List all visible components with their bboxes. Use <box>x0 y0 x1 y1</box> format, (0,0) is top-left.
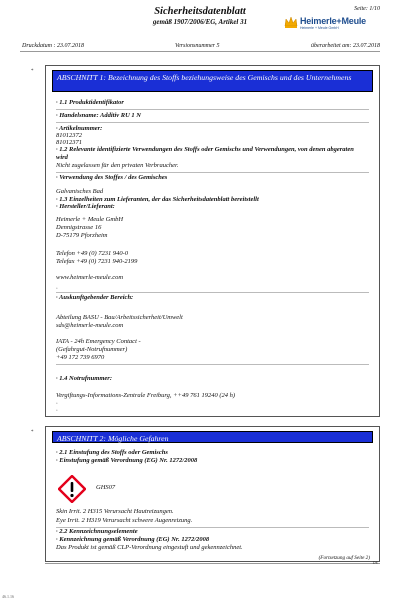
logo-crown-icon <box>284 15 298 29</box>
manufacturer-label: · Hersteller/Lieferant: <box>56 203 115 210</box>
emergency-contact-note: (Gefahrgut-Notrufnummer) <box>56 346 128 353</box>
language-code: DE <box>372 560 378 565</box>
page-number: Seite: 1/10 <box>354 6 380 12</box>
hazard-statement: Eye Irrit. 2 H319 Verursacht schwere Augenreizung. <box>56 517 193 524</box>
revision-marker: * <box>31 69 34 74</box>
department-email[interactable]: sds@heimerle-meule.com <box>56 322 124 329</box>
logo-text: Heimerle+Meule <box>300 16 366 26</box>
hazard-statement: Skin Irrit. 2 H315 Verursacht Hautreizungen. <box>56 508 174 515</box>
poison-center: Vergiftungs-Informations-Zentrale Freiburg, ++49 761 19240 (24 h) <box>56 392 236 399</box>
supplier-details-label: · 1.3 Einzelheiten zum Lieferanten, der das Sicherheitsdatenblatt bereitstellt <box>56 196 259 203</box>
label-elements-label: · 2.2 Kennzeichnungselemente <box>56 528 138 535</box>
divider <box>56 172 369 173</box>
header-divider <box>20 51 380 52</box>
department-name: Abteilung BASU - Bau/Arbeitssicherheit/Umwelt <box>56 314 183 321</box>
footer-divider <box>45 563 380 564</box>
company-city: D-75179 Pforzheim <box>56 232 108 239</box>
company-phone: Telefon +49 (0) 7231 940-0 <box>56 250 129 257</box>
use-value: Galvanisches Bad <box>56 188 104 195</box>
relevant-uses-label: · 1.2 Relevante identifizierte Verwendungen des Stoffs oder Gemischs und Verwendungen, von denen abgeraten wird <box>56 146 354 161</box>
use-label: · Verwendung des Stoffes / des Gemisches <box>56 174 168 181</box>
divider <box>56 122 369 123</box>
emergency-contact: IATA - 24h Emergency Contact - <box>56 338 141 345</box>
divider <box>56 292 369 293</box>
document-subtitle: gemäß 1907/2006/EG, Artikel 31 <box>152 18 248 26</box>
section-2 <box>45 426 380 562</box>
article-number: 81012372 <box>56 132 82 139</box>
company-name: Heimerle + Meule GmbH <box>56 216 124 223</box>
emergency-phone: +49 172 739 6970 <box>56 354 105 361</box>
article-number: 81012371 <box>56 139 82 146</box>
clp-statement: Das Produkt ist gemäß CLP-Verordnung eingestuft und gekennzeichnet. <box>56 544 243 551</box>
bullet-line: · <box>56 407 58 414</box>
company-logo <box>284 15 380 31</box>
divider <box>56 109 369 110</box>
not-for-consumers: Nicht zugelassen für den privaten Verbraucher. <box>56 162 179 169</box>
divider <box>56 364 369 365</box>
bullet-line: · <box>56 285 58 292</box>
labelling-regulation: · Kennzeichnung gemäß Verordnung (EG) Nr. 1272/2008 <box>56 536 210 543</box>
document-code: 46.1.16 <box>2 594 14 599</box>
company-street: Dennigstrasse 16 <box>56 224 102 231</box>
version-number: Versionsnummer 5 <box>175 43 220 49</box>
document-title: Sicherheitsdatenblatt <box>154 6 246 17</box>
section-1-heading: ABSCHNITT 1: Bezeichnung des Stoffs beziehungsweise des Gemischs und des Unternehmens <box>52 70 373 92</box>
continuation-note: (Fortsetzung auf Seite 2) <box>318 555 370 561</box>
company-website[interactable]: www.heimerle-meule.com <box>56 274 124 281</box>
logo-tagline: Heimerle + Meule GmbH <box>300 26 339 30</box>
revision-date: überarbeitet am: 23.07.2018 <box>311 43 380 49</box>
document-header <box>0 0 400 50</box>
emergency-number-label: · 1.4 Notrufnummer: <box>56 375 112 382</box>
article-number-label: · Artikelnummer: <box>56 125 103 132</box>
classification-regulation: · Einstufung gemäß Verordnung (EG) Nr. 1272/2008 <box>56 457 198 464</box>
section-2-heading: ABSCHNITT 2: Mögliche Gefahren <box>52 431 373 443</box>
ghs-code: GHS07 <box>96 484 116 491</box>
bullet-line: · <box>56 400 58 407</box>
company-fax: Telefax +49 (0) 7231 940-2199 <box>56 258 138 265</box>
trade-name: · Handelsname: Additiv RU 1 N <box>56 112 141 119</box>
ghs07-exclamation-icon <box>58 475 86 503</box>
print-date: Druckdatum : 23.07.2018 <box>22 43 84 49</box>
product-identifier-label: · 1.1 Produktidentifikator <box>56 99 124 106</box>
revision-marker: * <box>31 430 34 435</box>
section-1 <box>45 65 380 417</box>
classification-label: · 2.1 Einstufung des Stoffs oder Gemischs <box>56 449 168 456</box>
info-department-label: · Auskunftgebender Bereich: <box>56 294 134 301</box>
